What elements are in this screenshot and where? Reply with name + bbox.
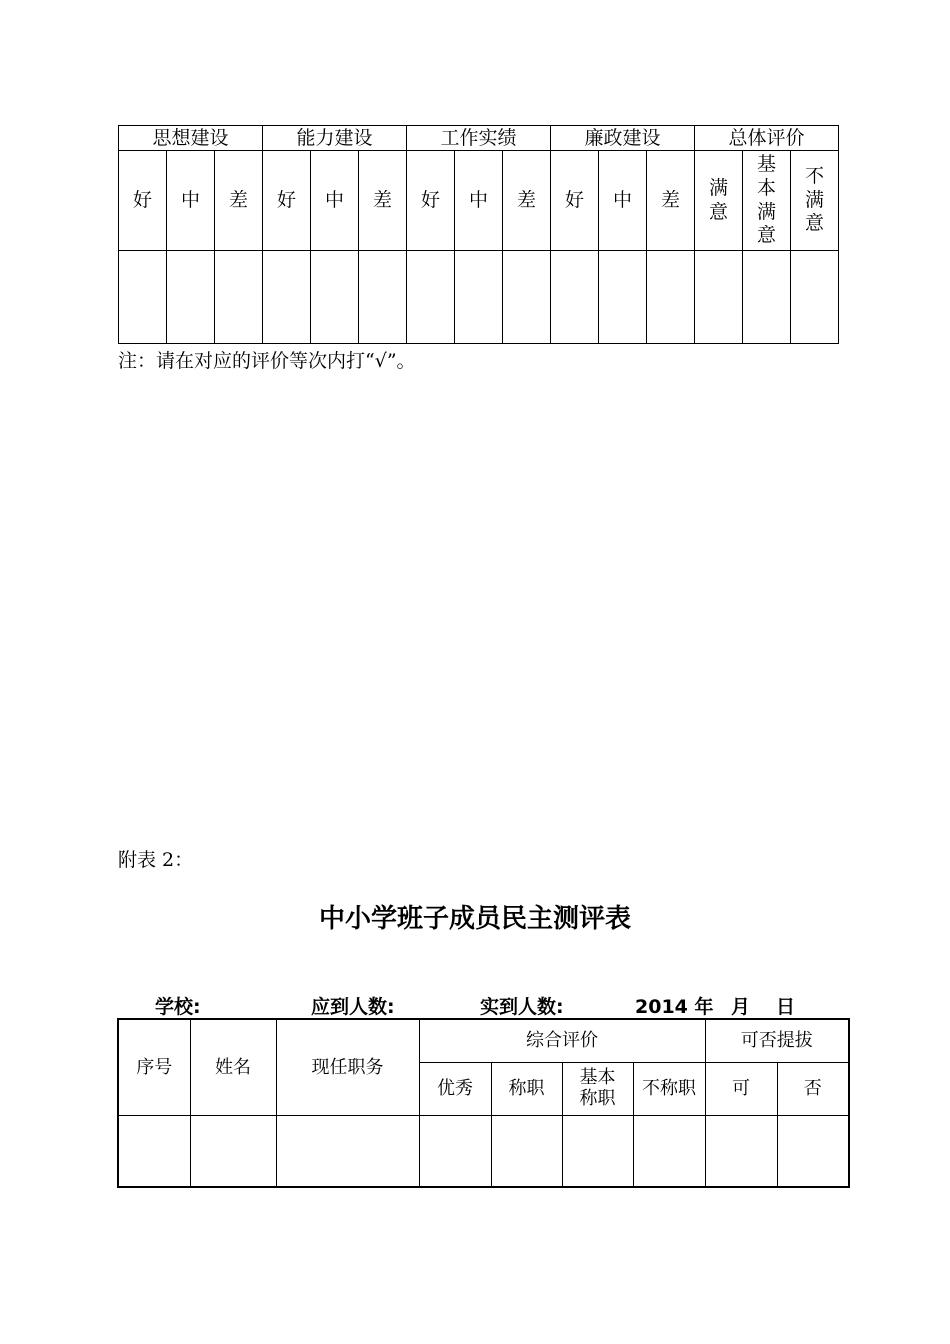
- check-cell[interactable]: [647, 251, 695, 344]
- name-header: 姓名: [190, 1019, 276, 1116]
- eval-incompetent: [633, 1063, 705, 1116]
- check-cell[interactable]: [695, 251, 743, 344]
- seq-header: 序号: [118, 1019, 190, 1116]
- eval-basically-competent-label: 基本称职: [579, 1067, 616, 1109]
- grade-medium: 中: [455, 151, 503, 251]
- check-cell[interactable]: [791, 251, 839, 344]
- entry-cell[interactable]: [705, 1116, 777, 1188]
- appendix-label: 附表 2：: [118, 849, 194, 871]
- group-header-overall: 总体评价: [695, 126, 839, 151]
- eval-basically-competent: [562, 1063, 633, 1116]
- overall-unsatisfied-label: 不满意: [804, 164, 824, 235]
- grade-medium: 中: [167, 151, 215, 251]
- grade-medium: 中: [599, 151, 647, 251]
- entry-cell[interactable]: [419, 1116, 491, 1188]
- eval-competent: 称职: [491, 1063, 562, 1116]
- group-header-capability: 能力建设: [263, 126, 407, 151]
- actual-count-label: 实到人数:: [480, 996, 564, 1018]
- democratic-evaluation-table: [117, 1018, 850, 1188]
- promote-header: 可否提拔: [705, 1019, 849, 1063]
- table-note: 注：请在对应的评价等次内打“√”。: [118, 350, 416, 372]
- evaluation-table: [118, 125, 839, 344]
- overall-satisfied-label: 满意: [708, 176, 728, 223]
- check-cell[interactable]: [311, 251, 359, 344]
- entry-cell[interactable]: [633, 1116, 705, 1188]
- grade-good: 好: [407, 151, 455, 251]
- form-title: 中小学班子成员民主测评表: [318, 904, 631, 934]
- check-cell[interactable]: [263, 251, 311, 344]
- check-cell[interactable]: [167, 251, 215, 344]
- check-cell[interactable]: [743, 251, 791, 344]
- grade-poor: 差: [359, 151, 407, 251]
- check-cell[interactable]: [407, 251, 455, 344]
- check-cell[interactable]: [599, 251, 647, 344]
- entry-cell[interactable]: [190, 1116, 276, 1188]
- entry-cell[interactable]: [562, 1116, 633, 1188]
- overall-basically-satisfied: [743, 151, 791, 251]
- check-cell[interactable]: [503, 251, 551, 344]
- entry-cell[interactable]: [118, 1116, 190, 1188]
- expected-count-label: 应到人数:: [311, 996, 395, 1018]
- promote-no: 否: [777, 1063, 849, 1116]
- day-label: 日: [776, 996, 796, 1018]
- grade-good: 好: [551, 151, 599, 251]
- entry-cell[interactable]: [777, 1116, 849, 1188]
- overall-unsatisfied: [791, 151, 839, 251]
- entry-cell[interactable]: [491, 1116, 562, 1188]
- grade-good: 好: [263, 151, 311, 251]
- month-label: 月: [731, 996, 751, 1018]
- grade-poor: 差: [215, 151, 263, 251]
- overall-basically-satisfied-label: 基本满意: [756, 153, 776, 247]
- position-header: 现任职务: [276, 1019, 419, 1116]
- school-label: 学校:: [155, 996, 201, 1018]
- check-cell[interactable]: [119, 251, 167, 344]
- grade-medium: 中: [311, 151, 359, 251]
- grade-good: 好: [119, 151, 167, 251]
- overall-satisfied: [695, 151, 743, 251]
- year-label: 2014 年: [635, 996, 714, 1018]
- eval-excellent: 优秀: [419, 1063, 491, 1116]
- check-cell[interactable]: [359, 251, 407, 344]
- group-header-ideology: 思想建设: [119, 126, 263, 151]
- check-cell[interactable]: [551, 251, 599, 344]
- grade-poor: 差: [647, 151, 695, 251]
- grade-poor: 差: [503, 151, 551, 251]
- check-cell[interactable]: [215, 251, 263, 344]
- group-header-performance: 工作实绩: [407, 126, 551, 151]
- overall-eval-header: 综合评价: [419, 1019, 705, 1063]
- check-cell[interactable]: [455, 251, 503, 344]
- promote-yes: 可: [705, 1063, 777, 1116]
- entry-cell[interactable]: [276, 1116, 419, 1188]
- eval-incompetent-label: 不称职: [641, 1078, 696, 1100]
- group-header-integrity: 廉政建设: [551, 126, 695, 151]
